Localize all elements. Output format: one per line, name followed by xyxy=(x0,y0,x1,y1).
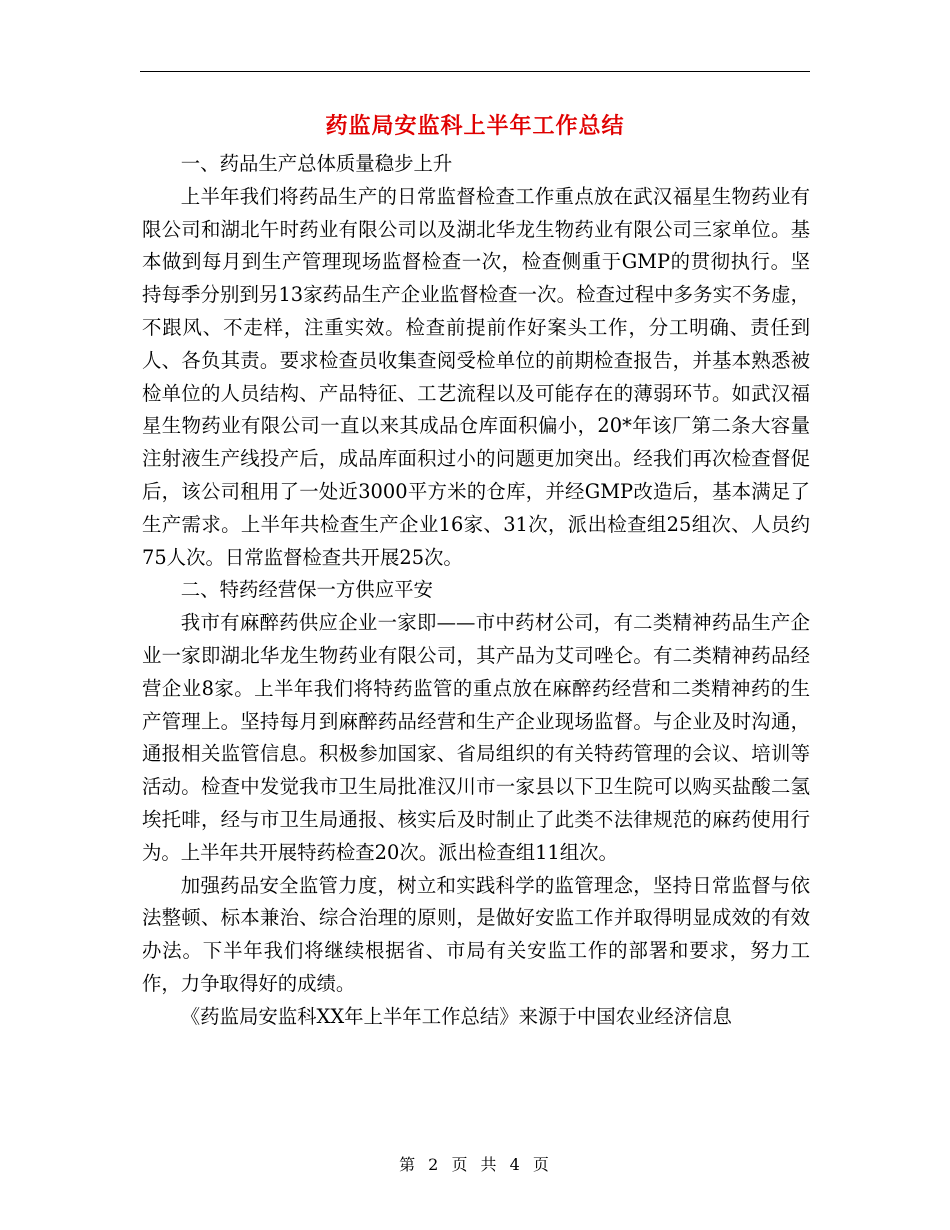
section-heading-2: 二、特药经营保一方供应平安 xyxy=(180,578,433,602)
page-number-footer: 第 2 页 共 4 页 xyxy=(399,1155,551,1174)
document-body xyxy=(142,148,810,1034)
header-rule xyxy=(140,71,810,72)
document-title: 药监局安监科上半年工作总结 xyxy=(325,113,625,139)
paragraph-production-inspection: 上半年我们将药品生产的日常监督检查工作重点放在武汉福星生物药业有限公司和湖北午时药业有限公司以及湖北华龙生物药业有限公司三家单位。基本做到每月到生产管理现场监督检查一次，检查侧重于GMP的贯彻执行。坚持每季分别到另13家药品生产企业监督检查一次。检查过程中多务实不务虚，不跟风、不走样，注重实效。检查前提前作好案头工作，分工明确、责任到人、各负其责。要求检查员收集查阅受检单位的前期检查报告，并基本熟悉被检单位的人员结构、产品特征、工艺流程以及可能存在的薄弱环节。如武汉福星生物药业有限公司一直以来其成品仓库面积偏小，20*年该厂第二条大容量注射液生产线投产后，成品库面积过小的问题更加突出。经我们再次检查督促后，该公司租用了一处近3000平方米的仓库，并经GMP改造后，基本满足了生产需求。上半年共检查生产企业16家、31次，派出检查组25组次、人员约75人次。日常监督检查共开展25次。 xyxy=(142,184,810,569)
paragraph-conclusion: 加强药品安全监管力度，树立和实践科学的监管理念，坚持日常监督与依法整顿、标本兼治、综合治理的原则，是做好安监工作并取得明显成效的有效办法。下半年我们将继续根据省、市局有关安监工作的部署和要求，努力工作，力争取得好的成绩。 xyxy=(142,873,810,995)
section-heading-1: 一、药品生产总体质量稳步上升 xyxy=(180,152,453,175)
paragraph-special-drugs: 我市有麻醉药供应企业一家即——市中药材公司，有二类精神药品生产企业一家即湖北华龙生物药业有限公司，其产品为艾司唑仑。有二类精神药品经营企业8家。上半年我们将特药监管的重点放在麻醉药经营和二类精神药的生产管理上。坚持每月到麻醉药品经营和生产企业现场监督。与企业及时沟通，通报相关监管信息。积极参加国家、省局组织的有关特药管理的会议、培训等活动。检查中发觉我市卫生局批准汉川市一家县以下卫生院可以购买盐酸二氢埃托啡，经与市卫生局通报、核实后及时制止了此类不法律规范的麻药使用行为。上半年共开展特药检查20次。派出检查组11组次。 xyxy=(142,611,810,864)
paragraph-source-note: 《药监局安监科XX年上半年工作总结》来源于中国农业经济信息 xyxy=(180,1004,732,1028)
